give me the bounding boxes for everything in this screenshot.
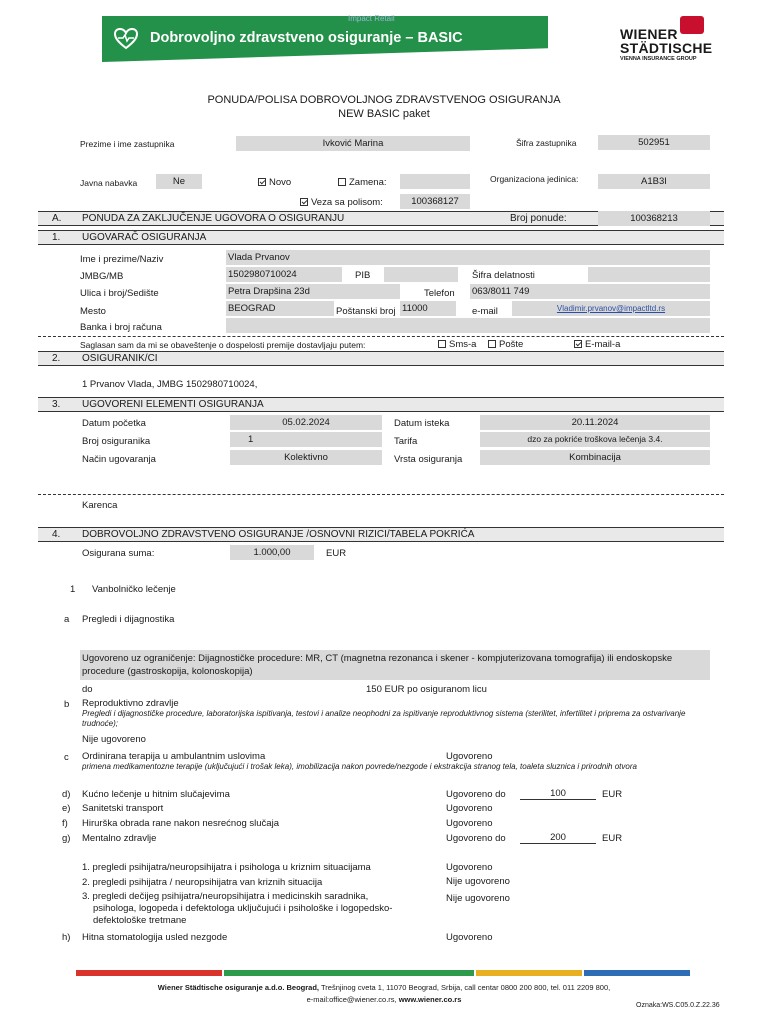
section-2-title: OSIGURANIK/CI — [82, 353, 158, 364]
item-a-letter: a — [64, 614, 70, 625]
item-a-label: Pregledi i dijagnostika — [82, 614, 175, 625]
section-4-title: DOBROVOLJNO ZDRAVSTVENO OSIGURANJE /OSNOVNI RIZICI/TABELA POKRIĆA — [82, 529, 475, 540]
footer-address: Trešnjinog cveta 1, 11070 Beograd, Srbija, call centar 0800 200 800, tel. 011 2209 800, — [320, 983, 611, 992]
item-e-status: Ugovoreno — [446, 803, 493, 814]
item-g-currency: EUR — [602, 833, 623, 844]
section-1-number: 1. — [52, 232, 61, 243]
item-h-letter: h) — [62, 932, 71, 943]
footer-email: e-mail:office@wiener.co.rs, — [306, 995, 397, 1004]
novo-checkbox — [258, 178, 266, 186]
activity-code-label: Šifra delatnosti — [472, 270, 535, 281]
agent-name-label: Prezime i ime zastupnika — [80, 139, 175, 149]
jmbg-field: 1502980710024 — [226, 267, 342, 282]
section-1-header — [38, 230, 724, 245]
item-a-restriction-note: Ugovoreno uz ograničenje: Dijagnostičke procedure: MR, CT (magnetna rezonanca i skener - kompjuterizovana tomografija) ili endoskopske procedure (gastroskopija, kolonoskopija) — [80, 650, 710, 680]
item-g-letter: g) — [62, 833, 71, 844]
heart-icon — [114, 28, 138, 50]
procurement-label: Javna nabavka — [80, 178, 138, 188]
novo-label: Novo — [269, 177, 292, 188]
jmbg-label: JMBG/MB — [80, 271, 124, 282]
street-label: Ulica i broj/Sedište — [80, 288, 159, 299]
footer-address-line — [0, 983, 768, 992]
offer-number-label: Broj ponude: — [510, 213, 567, 224]
section-3-number: 3. — [52, 399, 61, 410]
zamena-checkbox — [338, 178, 346, 186]
bank-label: Banka i broj računa — [80, 322, 162, 333]
phone-field: 063/8011 749 — [470, 284, 710, 299]
item-a-limit-label: do — [82, 684, 93, 695]
insured-sum-label: Osigurana suma: — [82, 548, 155, 559]
brand-line-2: STÄDTISCHE — [620, 40, 713, 56]
start-date-field: 05.02.2024 — [230, 415, 382, 430]
item-g1-status: Ugovoreno — [446, 862, 493, 873]
item-f-status: Ugovoreno — [446, 818, 493, 829]
item-h-status: Ugovoreno — [446, 932, 493, 943]
item-d-label: Kućno lečenje u hitnim slučajevima — [82, 789, 230, 800]
divider-line — [38, 336, 724, 337]
karenca-label: Karenca — [82, 500, 118, 511]
offer-number-field: 100368213 — [598, 211, 710, 226]
email-option — [574, 339, 620, 350]
start-date-label: Datum početka — [82, 418, 146, 429]
method-field: Kolektivno — [230, 450, 382, 465]
item-e-label: Sanitetski transport — [82, 803, 164, 814]
footer-bar-green — [224, 970, 474, 976]
email-field[interactable]: Vladimir.prvanov@impactltd.rs — [512, 301, 710, 316]
sms-checkbox — [438, 340, 446, 348]
postal-field: 11000 — [400, 301, 456, 316]
item-g1-label: 1. pregledi psihijatra/neuropsihijatra i psihologa u kriznim situacijama — [82, 862, 371, 873]
item-d-status: Ugovoreno do — [446, 789, 506, 800]
bank-field — [226, 318, 710, 333]
footer-bar-yellow — [476, 970, 582, 976]
item-d-amount: 100 — [520, 788, 596, 800]
item-g2-label: 2. pregledi psihijatra / neuropsihijatra van kriznih situacija — [82, 877, 323, 888]
insured-line: 1 Prvanov Vlada, JMBG 1502980710024, — [82, 379, 258, 390]
postal-label: Poštanski broj — [336, 306, 396, 317]
insured-sum-field: 1.000,00 — [230, 545, 314, 560]
procurement-field: Ne — [156, 174, 202, 189]
section-3-title: UGOVORENI ELEMENTI OSIGURANJA — [82, 399, 264, 410]
item-b-label: Reproduktivno zdravlje — [82, 698, 179, 709]
faint-header-text: Impact Retail — [348, 14, 395, 23]
insured-count-field: 1 — [230, 432, 382, 447]
section-a-number: A. — [52, 213, 62, 224]
veza-option — [300, 197, 383, 208]
insurance-type-field: Kombinacija — [480, 450, 710, 465]
item-g-amount: 200 — [520, 832, 596, 844]
footer-bar-blue — [584, 970, 690, 976]
item-d-currency: EUR — [602, 789, 623, 800]
item-c-label: Ordinirana terapija u ambulantnim uslovima — [82, 751, 266, 762]
contractor-name-field: Vlada Prvanov — [226, 250, 710, 265]
zamena-option — [338, 177, 387, 188]
item-g3-status: Nije ugovoreno — [446, 893, 510, 904]
phone-label: Telefon — [424, 288, 455, 299]
expiry-date-label: Datum isteka — [394, 418, 450, 429]
contractor-name-label: Ime i prezime/Naziv — [80, 254, 164, 265]
section-3-header — [38, 397, 724, 412]
tariff-field: dzo za pokriće troškova lečenja 3.4. — [480, 432, 710, 447]
agent-name-field: Ivković Marina — [236, 136, 470, 151]
item-1-label: Vanbolničko lečenje — [92, 584, 176, 595]
brand-line-3: VIENNA INSURANCE GROUP — [620, 56, 697, 62]
method-label: Način ugovaranja — [82, 454, 156, 465]
footer-bar-red — [76, 970, 222, 976]
item-g2-status: Nije ugovoreno — [446, 876, 510, 887]
section-4-number: 4. — [52, 529, 61, 540]
sms-option — [438, 339, 476, 350]
brand-logo-icon — [680, 16, 704, 34]
section-1-title: UGOVARAČ OSIGURANJA — [82, 232, 207, 243]
city-field: BEOGRAD — [226, 301, 334, 316]
item-b-status: Nije ugovoreno — [82, 734, 146, 745]
item-g3-label-line3: defektološke tretmane — [93, 915, 187, 926]
item-1-number: 1 — [70, 584, 76, 595]
post-label: Pošte — [499, 339, 524, 350]
sms-label: Sms-a — [449, 339, 477, 350]
item-g-status: Ugovoreno do — [446, 833, 506, 844]
doc-subtitle: NEW BASIC paket — [338, 108, 430, 120]
banner-title: Dobrovoljno zdravstveno osiguranje – BASIC — [150, 30, 463, 46]
footer-company: Wiener Städtische osiguranje a.d.o. Beograd, — [157, 983, 320, 992]
email-option-label: E-mail-a — [585, 339, 621, 350]
consent-text: Saglasan sam da mi se obaveštenje o dospelosti premije dostavljaju putem: — [80, 340, 366, 350]
item-b-description: Pregledi i dijagnostičke procedure, laboratorijska ispitivanja, testovi i analize neophodni za ispitivanje reproduktivnog sistema (sterilitet, infertilitet i priprema za ostvarivanje trudnoće); — [82, 709, 686, 728]
pib-field — [384, 267, 458, 282]
item-a-limit-value: 150 EUR po osiguranom licu — [366, 684, 487, 695]
footer-form-code: Oznaka:WS.C05.0.Z.22.36 — [636, 1002, 720, 1009]
item-f-letter: f) — [62, 818, 68, 829]
item-f-label: Hirurška obrada rane nakon nesrećnog slučaja — [82, 818, 279, 829]
tariff-label: Tarifa — [394, 436, 418, 447]
email-checkbox — [574, 340, 582, 348]
pib-label: PIB — [355, 270, 371, 281]
item-g3-label-line2: psihologa, logopeda i defektologa uključujući i psihološke i logopedsko- — [93, 903, 393, 914]
veza-field: 100368127 — [400, 194, 470, 209]
item-c-description: primena medikamentozne terapije (uključujući i trošak leka), imobilizacija nakon povrede/nezgode i ekstrakcija stranog tela, toaleta sluznica i prirodnih otvora — [82, 762, 637, 771]
agent-code-field: 502951 — [598, 135, 710, 150]
section-a-title: PONUDA ZA ZAKLJUČENJE UGOVORA O OSIGURANJU — [82, 213, 345, 224]
zamena-field — [400, 174, 470, 189]
item-d-letter: d) — [62, 789, 71, 800]
item-h-label: Hitna stomatologija usled nezgode — [82, 932, 228, 943]
doc-title: PONUDA/POLISA DOBROVOLJNOG ZDRAVSTVENOG OSIGURANJA — [207, 94, 561, 106]
insurance-type-label: Vrsta osiguranja — [394, 454, 463, 465]
section-4-header — [38, 527, 724, 542]
divider-line — [38, 494, 724, 495]
item-g-label: Mentalno zdravlje — [82, 833, 157, 844]
activity-code-field — [588, 267, 710, 282]
section-2-number: 2. — [52, 353, 61, 364]
insured-count-label: Broj osiguranika — [82, 436, 151, 447]
agent-code-label: Šifra zastupnika — [516, 138, 577, 148]
org-unit-label: Organizaciona jedinica: — [490, 174, 579, 184]
street-field: Petra Drapšina 23d — [226, 284, 400, 299]
city-label: Mesto — [80, 306, 106, 317]
expiry-date-field: 20.11.2024 — [480, 415, 710, 430]
post-option — [488, 339, 523, 350]
veza-label: Veza sa polisom: — [311, 197, 383, 208]
brand-line-1: WIENER — [620, 26, 678, 42]
footer-web: www.wiener.co.rs — [398, 995, 462, 1004]
org-unit-field: A1B3I — [598, 174, 710, 189]
item-c-letter: c — [64, 752, 69, 763]
veza-checkbox — [300, 198, 308, 206]
section-2-header — [38, 351, 724, 366]
novo-option — [258, 177, 291, 188]
post-checkbox — [488, 340, 496, 348]
insured-sum-currency: EUR — [326, 548, 347, 559]
item-c-status: Ugovoreno — [446, 751, 493, 762]
item-b-letter: b — [64, 699, 70, 710]
item-e-letter: e) — [62, 803, 71, 814]
item-g3-label-line1: 3. pregledi dečijeg psihijatra/neuropsihijatra i medicinskih saradnika, — [82, 891, 369, 902]
email-label: e-mail — [472, 306, 498, 317]
zamena-label: Zamena: — [349, 177, 387, 188]
